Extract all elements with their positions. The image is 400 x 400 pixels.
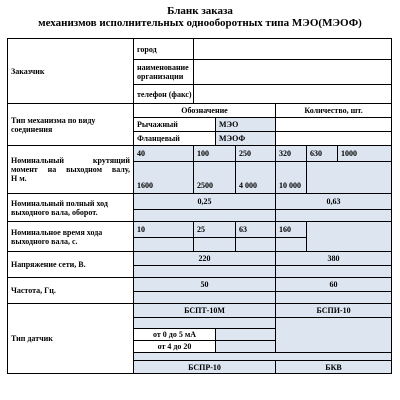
form-subtitle: механизмов исполнительных однооборотных типа МЭО(МЭОФ) xyxy=(38,17,362,29)
stroke-label: Номинальный полный ход выходного вала, оборот. xyxy=(8,194,134,222)
torque-option[interactable]: 320 xyxy=(276,146,307,162)
frequency-option[interactable]: 50 xyxy=(134,278,276,292)
torque-option[interactable]: 1000 xyxy=(338,146,392,162)
stroke-time-option[interactable]: 10 xyxy=(134,222,194,238)
voltage-option[interactable]: 380 xyxy=(276,252,392,266)
stroke-time-option[interactable]: 25 xyxy=(194,222,236,238)
current-option-fill xyxy=(216,329,276,341)
frequency-label: Частота, Гц. xyxy=(8,278,134,304)
torque-option[interactable]: 1600 xyxy=(134,178,194,194)
stroke-option[interactable]: 0,25 xyxy=(134,194,276,210)
bspt-sensor-option[interactable]: БСПТ-10М xyxy=(134,304,276,318)
torque-empty-cell xyxy=(307,162,392,194)
phone-field[interactable] xyxy=(194,85,392,104)
meof-code[interactable]: МЭОФ xyxy=(216,132,276,146)
stroke-spacer xyxy=(134,210,276,222)
stroke-option[interactable]: 0,63 xyxy=(276,194,392,210)
organization-label: наименование организации xyxy=(134,60,194,85)
bspi-empty-cell xyxy=(276,318,392,353)
torque-spacer xyxy=(134,162,194,178)
torque-label-line-1: Номинальный крутящий xyxy=(11,156,130,165)
torque-option[interactable]: 10 000 xyxy=(276,178,307,194)
frequency-option[interactable]: 60 xyxy=(276,278,392,292)
quantity-header: Количество, шт. xyxy=(276,104,392,118)
lever-type-label: Рычажный xyxy=(134,118,216,132)
mechanism-type-label: Тип механизма по виду соединения xyxy=(8,104,134,146)
stroke-time-spacer xyxy=(236,238,276,252)
organization-field[interactable] xyxy=(194,60,392,85)
stroke-time-empty-cell xyxy=(307,222,392,252)
sensor-spacer xyxy=(134,318,276,329)
stroke-time-option[interactable]: 160 xyxy=(276,222,307,238)
bspi-sensor-option[interactable]: БСПИ-10 xyxy=(276,304,392,318)
torque-option[interactable]: 4 000 xyxy=(236,178,276,194)
sensor-divider-row xyxy=(134,353,392,361)
torque-label-line-2: момент на выходном валу, xyxy=(11,165,130,174)
stroke-time-spacer xyxy=(194,238,236,252)
meo-quantity-field[interactable] xyxy=(276,118,392,132)
frequency-spacer xyxy=(276,292,392,304)
voltage-option[interactable]: 220 xyxy=(134,252,276,266)
flange-type-label: Фланцевый xyxy=(134,132,216,146)
torque-spacer xyxy=(194,162,236,178)
order-form-table xyxy=(7,38,392,374)
voltage-label: Напряжение сети, В. xyxy=(8,252,134,278)
stroke-time-spacer xyxy=(276,238,307,252)
form-title: Бланк заказа xyxy=(167,5,233,17)
torque-label xyxy=(8,146,134,194)
torque-option[interactable]: 630 xyxy=(307,146,338,162)
stroke-time-label: Номинальное время хода выходного вала, с. xyxy=(8,222,134,252)
current-option[interactable]: от 4 до 20 xyxy=(134,341,216,353)
frequency-spacer xyxy=(134,292,276,304)
city-field[interactable] xyxy=(194,39,392,60)
bkv-sensor-option[interactable]: БКВ xyxy=(276,361,392,374)
torque-option[interactable]: 2500 xyxy=(194,178,236,194)
current-option[interactable]: от 0 до 5 мА xyxy=(134,329,216,341)
torque-option[interactable]: 40 xyxy=(134,146,194,162)
meof-quantity-field[interactable] xyxy=(276,132,392,146)
meo-code[interactable]: МЭО xyxy=(216,118,276,132)
current-option-fill xyxy=(216,341,276,353)
sensor-label: Тип датчик xyxy=(8,304,134,374)
voltage-spacer xyxy=(134,266,276,278)
phone-label: телефон (факс) xyxy=(134,85,194,104)
torque-spacer xyxy=(276,162,307,178)
torque-option[interactable]: 250 xyxy=(236,146,276,162)
voltage-spacer xyxy=(276,266,392,278)
torque-spacer xyxy=(236,162,276,178)
customer-label: Заказчик xyxy=(8,39,134,104)
designation-header: Обозначение xyxy=(134,104,276,118)
torque-label-line-3: Н м. xyxy=(11,174,27,183)
torque-option[interactable]: 100 xyxy=(194,146,236,162)
stroke-spacer xyxy=(276,210,392,222)
stroke-time-option[interactable]: 63 xyxy=(236,222,276,238)
city-label: город xyxy=(134,39,194,60)
stroke-time-spacer xyxy=(134,238,194,252)
bspr-sensor-option[interactable]: БСПР-10 xyxy=(134,361,276,374)
